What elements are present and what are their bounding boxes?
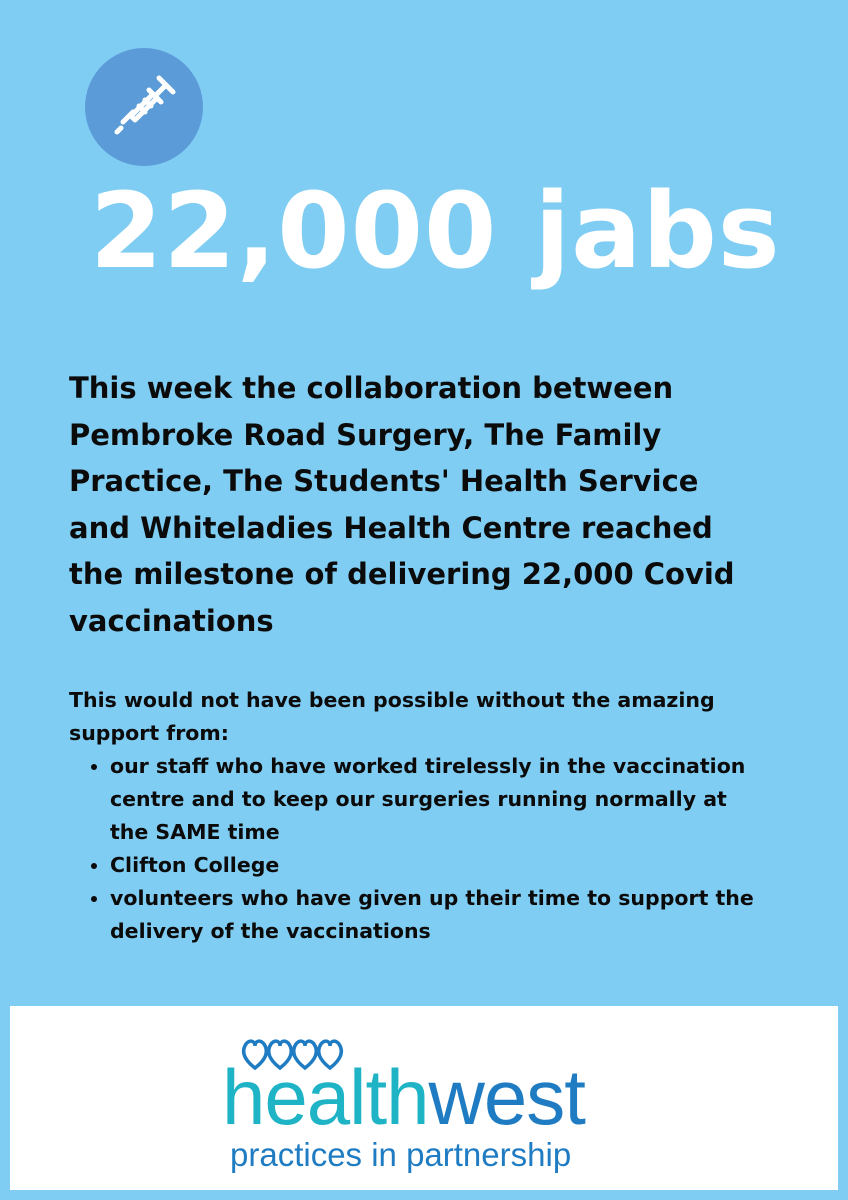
footer-logo-panel	[10, 1006, 838, 1190]
logo-health: health	[222, 1053, 429, 1141]
list-item: • our staff who have worked tirelessly in the vaccination centre and to keep our surgeries running normally at the SAME time	[110, 750, 769, 849]
lead-paragraph: This week the collaboration between Pembroke Road Surgery, The Family Practice, The Students' Health Service and Whiteladies Health Centre reached the milestone of delivering 22,000 Covid vaccinations	[69, 371, 735, 638]
list-item: • Clifton College	[110, 849, 769, 882]
logo-tagline: practices in partnership	[230, 1136, 572, 1173]
list-item: • volunteers who have given up their time to support the delivery of the vaccinations	[110, 882, 769, 948]
support-list	[69, 750, 769, 948]
headline: 22,000 jabs	[90, 170, 781, 292]
healthwest-logo	[222, 1036, 642, 1176]
logo-west: west	[428, 1053, 585, 1141]
syringe-icon	[109, 72, 179, 142]
support-section	[69, 684, 769, 948]
support-intro: This would not have been possible without the amazing support from:	[69, 688, 715, 745]
syringe-badge	[85, 48, 203, 166]
logo-wordmark	[222, 1053, 585, 1141]
